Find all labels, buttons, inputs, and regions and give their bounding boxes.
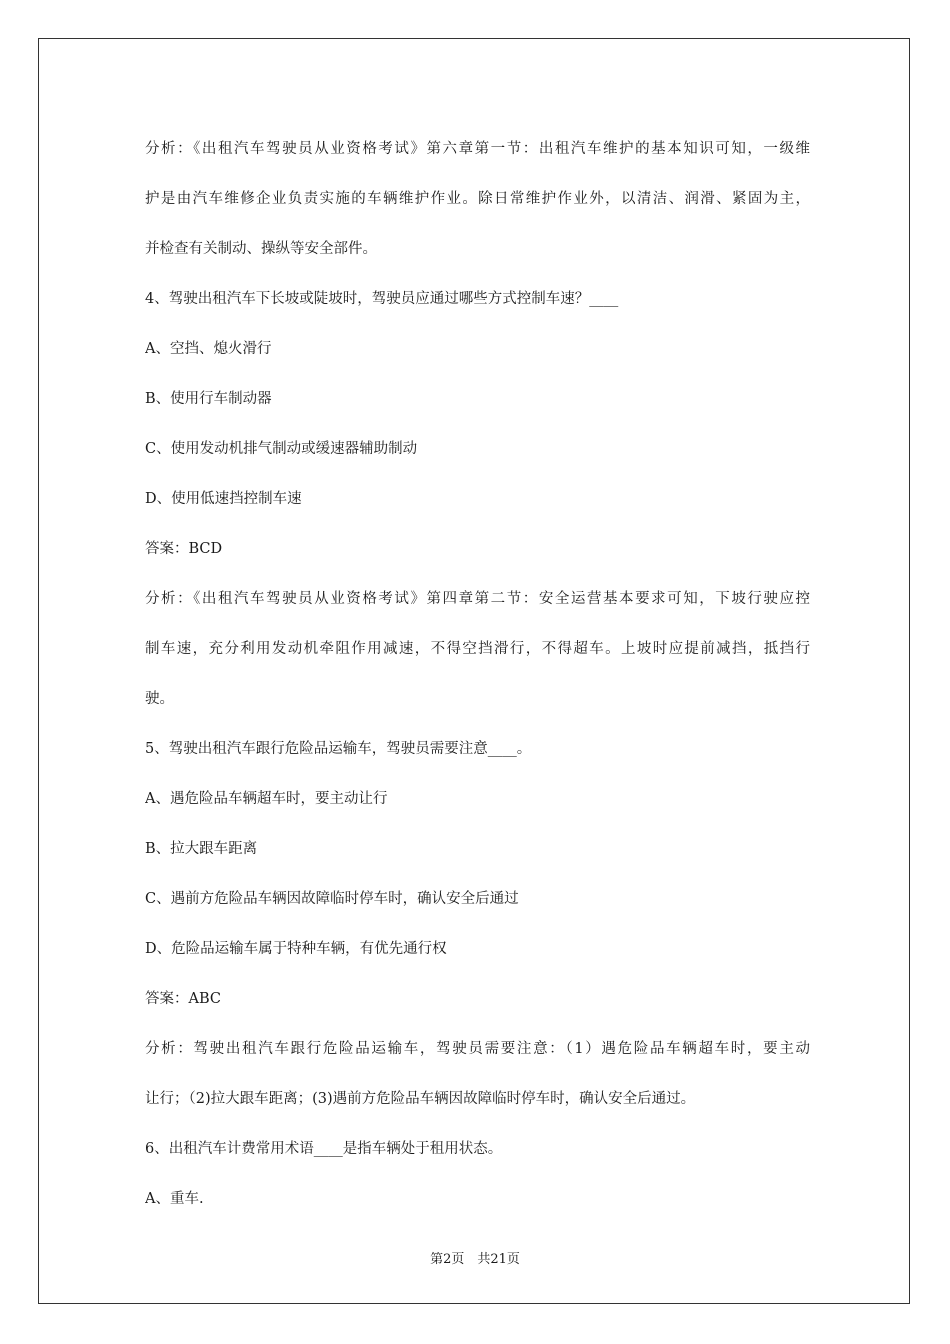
answer: 答案：BCD — [145, 541, 223, 557]
analysis-line: 分析：驾驶出租汽车跟行危险品运输车，驾驶员需要注意：（1）遇危险品车辆超车时，要主动 — [145, 1041, 810, 1057]
option-c: C、遇前方危险品车辆因故障临时停车时，确认安全后通过 — [145, 891, 519, 907]
option-b: B、使用行车制动器 — [145, 391, 272, 407]
question-6: 6、出租汽车计费常用术语____是指车辆处于租用状态。 — [145, 1141, 503, 1157]
page-number: 第2页 共21页 — [430, 1252, 520, 1267]
document-body — [145, 124, 810, 1224]
option-c: C、使用发动机排气制动或缓速器辅助制动 — [145, 441, 418, 457]
option-d: D、使用低速挡控制车速 — [145, 491, 302, 507]
analysis-line: 分析：《出租汽车驾驶员从业资格考试》第四章第二节：安全运营基本要求可知，下坡行驶应控 — [145, 591, 810, 607]
option-b: B、拉大跟车距离 — [145, 841, 258, 857]
analysis-line: 分析：《出租汽车驾驶员从业资格考试》第六章第一节：出租汽车维护的基本知识可知，一级维 — [145, 141, 810, 157]
analysis-line: 护是由汽车维修企业负责实施的车辆维护作业。除日常维护作业外，以清洁、润滑、紧固为主， — [145, 191, 810, 207]
option-d: D、危险品运输车属于特种车辆，有优先通行权 — [145, 941, 447, 957]
option-a: A、空挡、熄火滑行 — [145, 341, 272, 357]
question-5: 5、驾驶出租汽车跟行危险品运输车，驾驶员需要注意____。 — [145, 741, 532, 757]
analysis-line: 驶。 — [145, 691, 174, 707]
answer: 答案：ABC — [145, 991, 221, 1007]
question-4: 4、驾驶出租汽车下长坡或陡坡时，驾驶员应通过哪些方式控制车速？____ — [145, 291, 619, 307]
analysis-line: 并检查有关制动、操纵等安全部件。 — [145, 241, 377, 257]
analysis-line: 制车速，充分利用发动机牵阻作用减速，不得空挡滑行，不得超车。上坡时应提前减挡，抵挡行 — [145, 641, 810, 657]
option-a: A、重车. — [145, 1191, 204, 1207]
analysis-line: 让行；（2)拉大跟车距离；(3)遇前方危险品车辆因故障临时停车时，确认安全后通过。 — [145, 1091, 696, 1107]
option-a: A、遇危险品车辆超车时，要主动让行 — [145, 791, 388, 807]
